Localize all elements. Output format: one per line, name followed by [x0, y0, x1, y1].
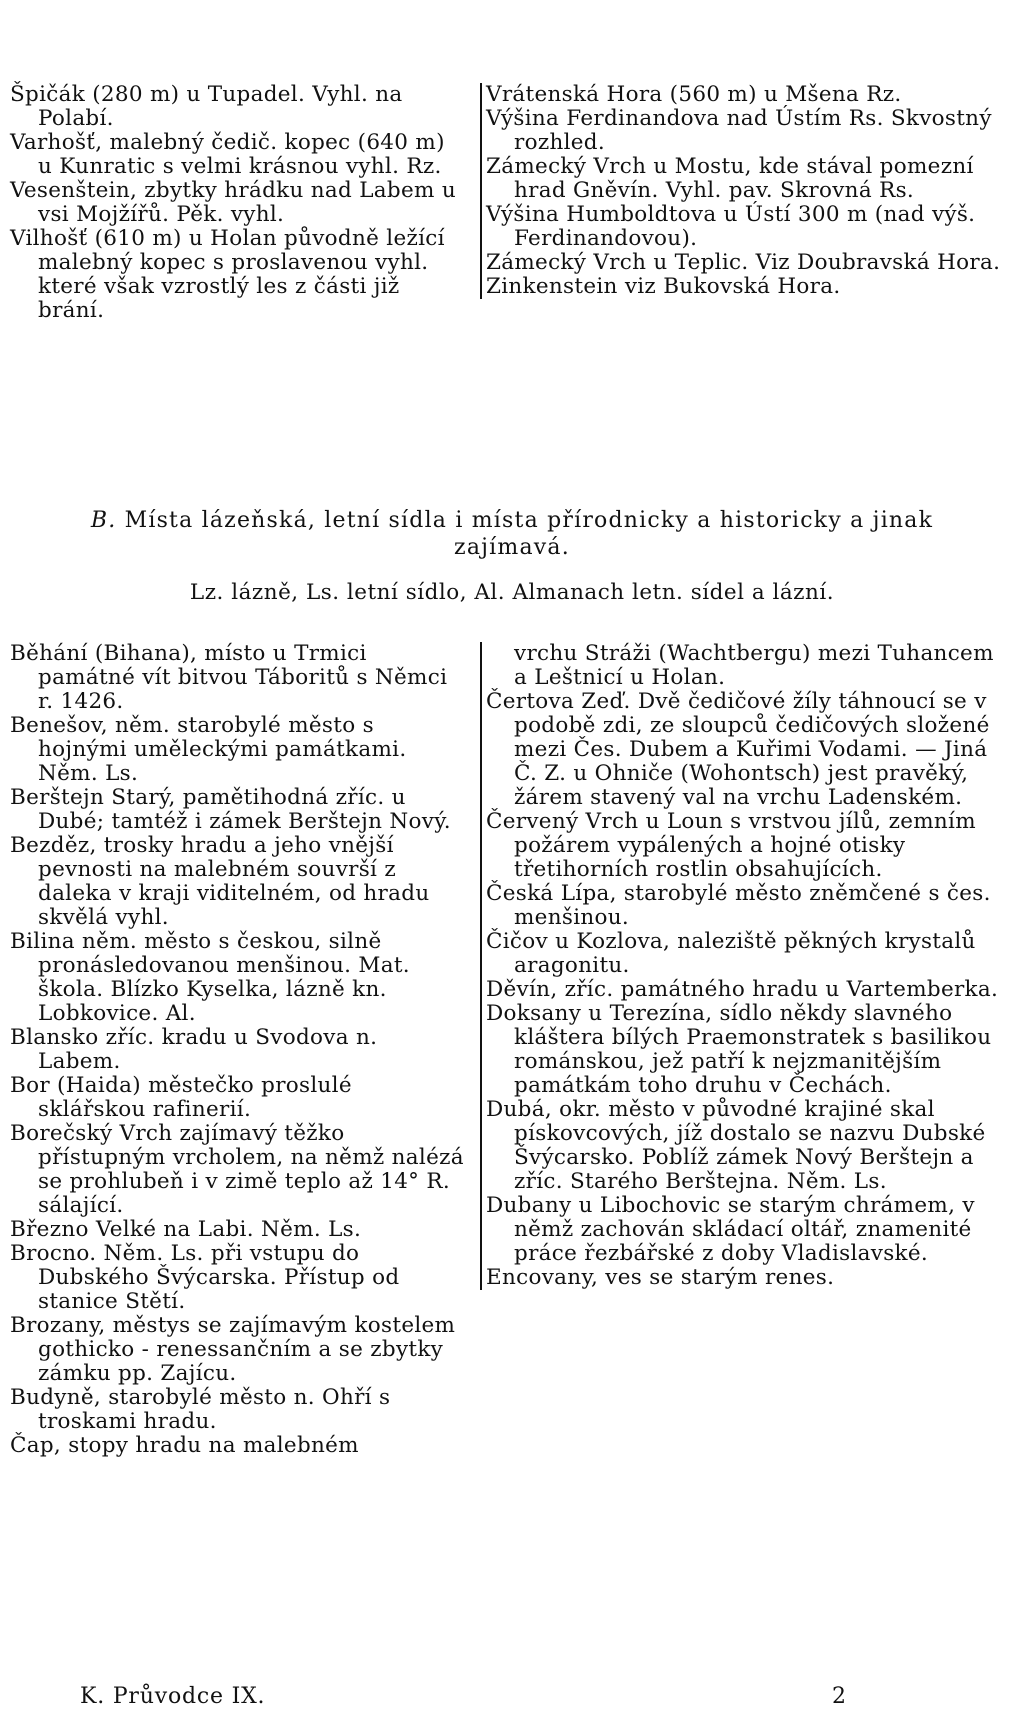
entry: Dubá, okr. město v původné krajiné skal pískovcových, jíž dostalo se nazvu Dubské Švýcarsko. Poblíž zámek Nový Berštejn a zříc. Starého Berštejna. Něm. Ls.	[486, 1097, 986, 1194]
entry: Bezděz, trosky hradu a jeho vnější pevnosti na malebném souvrší z daleka v kraji viditelném, od hradu skvělá vyhl.	[10, 833, 430, 930]
footer-signature: K. Průvodce IX.	[80, 1684, 266, 1709]
bottom-right-column	[480, 642, 1006, 1290]
entry: Čičov u Kozlova, naleziště pěkných krystalů aragonitu.	[486, 929, 976, 978]
entry: Čap, stopy hradu na malebném	[10, 1433, 359, 1458]
entry: Brocno. Něm. Ls. při vstupu do Dubského Švýcarska. Přístup od stanice Stětí.	[10, 1241, 400, 1314]
section-letter: B.	[90, 508, 117, 533]
entry: Běhání (Bihana), místo u Trmici památné vít bitvou Táboritů s Němci r. 1426.	[10, 641, 448, 714]
entry: Brozany, městys se zajímavým kostelem gothicko - renessančním a se zbytky zámku pp. Zajícu.	[10, 1313, 456, 1386]
entry: Česká Lípa, starobylé město zněmčené s čes. menšinou.	[486, 881, 991, 930]
entry: Zámecký Vrch u Mostu, kde stával pomezní hrad Gněvín. Vyhl. pav. Skrovná Rs.	[486, 154, 974, 203]
entry: Borečský Vrch zajímavý těžko přístupným vrcholem, na němž nalézá se prohlubeň i v zimě teplo až 14° R. sálající.	[10, 1121, 464, 1218]
entry: Červený Vrch u Loun s vrstvou jílů, zemním požárem vypálených a hojné otisky třetihorních rostlin obsahujících.	[486, 809, 976, 882]
entry: Doksany u Terezína, sídlo někdy slavného kláštera bílých Praemonstratek s basilikou románskou, jež patří k nejzmanitějším památkám toho druhu v Čechách.	[486, 1001, 992, 1098]
entry: Zinkenstein viz Bukovská Hora.	[486, 274, 841, 299]
page-number: 2	[832, 1684, 846, 1709]
bottom-left-column	[10, 642, 465, 1458]
entry: Bor (Haida) městečko proslulé sklářskou rafinerií.	[10, 1073, 352, 1122]
entry: Varhošť, malebný čedič. kopec (640 m) u Kunratic s velmi krásnou vyhl. Rz.	[10, 130, 445, 179]
section-heading	[40, 507, 984, 561]
entry: Zámecký Vrch u Teplic. Viz Doubravská Hora.	[486, 250, 1001, 275]
entry: Výšina Humboldtova u Ústí 300 m (nad výš. Ferdinandovou).	[486, 202, 976, 251]
entry: Berštejn Starý, pamětihodná zříc. u Dubé; tamtéž i zámek Berštejn Nový.	[10, 785, 451, 834]
top-left-column	[10, 83, 465, 323]
section-legend: Lz. lázně, Ls. letní sídlo, Al. Almanach letn. sídel a lázní.	[189, 580, 835, 605]
entry: Výšina Ferdinandova nad Ústím Rs. Skvostný rozhled.	[486, 106, 992, 155]
entry: Špičák (280 m) u Tupadel. Vyhl. na Polabí.	[10, 82, 403, 131]
entry: Bilina něm. město s českou, silně pronásledovanou menšinou. Mat. škola. Blízko Kyselka, lázně kn. Lobkovice. Al.	[10, 929, 410, 1026]
entry: Encovany, ves se starým renes.	[486, 1265, 835, 1290]
section-title: Místa lázeňská, letní sídla i místa přírodnicky a historicky a jinak zajímavá.	[124, 508, 934, 560]
entry: Vesenštein, zbytky hrádku nad Labem u vsi Mojžířů. Pěk. vyhl.	[10, 178, 456, 227]
entry: Blansko zříc. kradu u Svodova n. Labem.	[10, 1025, 378, 1074]
top-right-column	[480, 83, 1006, 299]
entry: Budyně, starobylé město n. Ohří s troskami hradu.	[10, 1385, 391, 1434]
entry: Vilhošť (610 m) u Holan původně ležící malebný kopec s proslavenou vyhl. které však vzrostlý les z části již brání.	[10, 226, 445, 323]
entry: Vrátenská Hora (560 m) u Mšena Rz.	[486, 82, 902, 107]
entry: Benešov, něm. starobylé město s hojnými uměleckými památkami. Něm. Ls.	[10, 713, 407, 786]
entry: Dubany u Libochovic se starým chrámem, v němž zachován skládací oltář, znamenité práce řezbářské z doby Vladislavské.	[486, 1193, 975, 1266]
entry: Děvín, zříc. památného hradu u Vartemberka.	[486, 977, 999, 1002]
entry: vrchu Stráži (Wachtbergu) mezi Tuhancem a Leštnicí u Holan.	[514, 641, 994, 690]
entry: Březno Velké na Labi. Něm. Ls.	[10, 1217, 362, 1242]
entry: Čertova Zeď. Dvě čedičové žíly táhnoucí se v podobě zdi, ze sloupců čedičových složené mezi Čes. Dubem a Kuřimi Vodami. — Jiná Č. Z. u Ohniče (Wohontsch) jest pravěký, žárem stavený val na vrchu Ladenském.	[486, 689, 990, 810]
